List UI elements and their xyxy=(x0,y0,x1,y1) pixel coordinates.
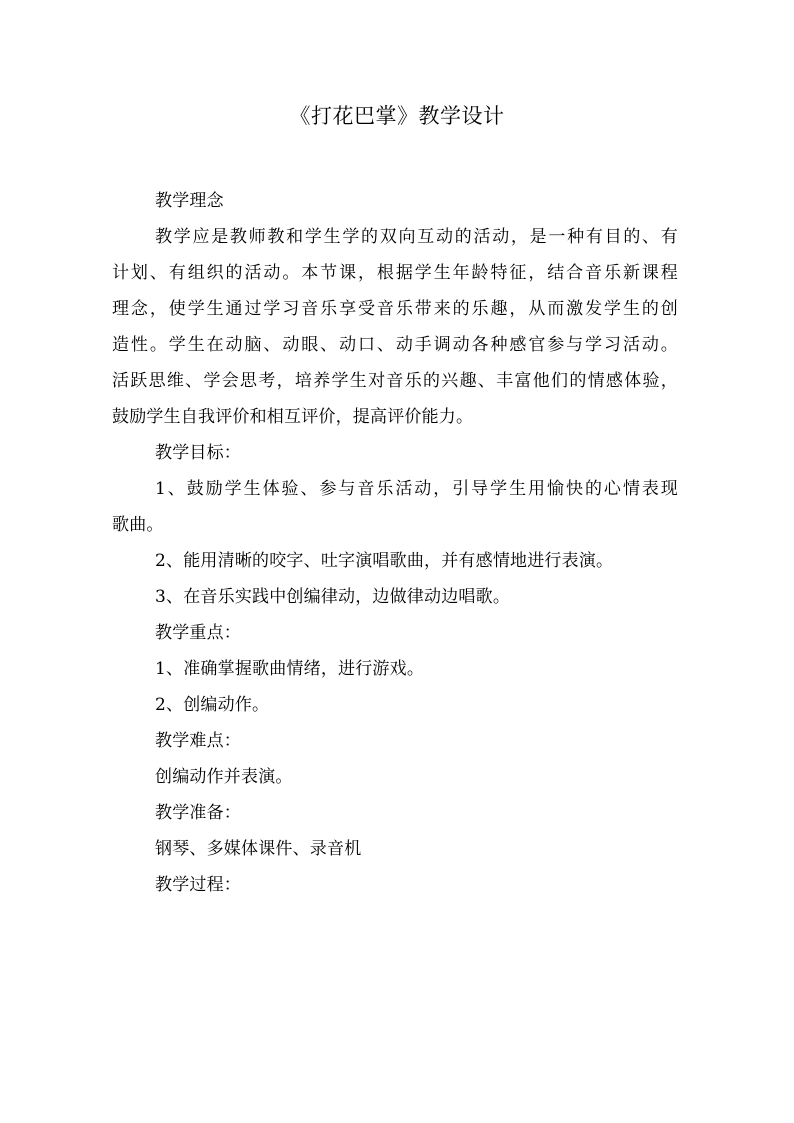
difficulty-heading: 教学难点： xyxy=(155,731,241,751)
goal-item: 2、能用清晰的咬字、吐字演唱歌曲，并有感情地进行表演。 xyxy=(155,551,614,571)
philosophy-line: 教学应是教师教和学生学的双向互动的活动，是一种有目的、有 xyxy=(155,227,678,247)
philosophy-line: 理念，使学生通过学习音乐享受音乐带来的乐趣，从而激发学生的创 xyxy=(112,299,678,319)
goals-heading: 教学目标： xyxy=(155,443,241,463)
philosophy-line: 活跃思维、学会思考，培养学生对音乐的兴趣、丰富他们的情感体验， xyxy=(112,371,678,391)
process-heading: 教学过程： xyxy=(155,875,241,895)
philosophy-heading: 教学理念 xyxy=(155,191,224,211)
key-point-item: 1、准确掌握歌曲情绪，进行游戏。 xyxy=(155,659,425,679)
preparation-item: 钢琴、多媒体课件、录音机 xyxy=(155,839,362,859)
philosophy-line: 鼓励学生自我评价和相互评价，提高评价能力。 xyxy=(112,407,474,427)
difficulty-item: 创编动作并表演。 xyxy=(155,767,293,787)
key-points-heading: 教学重点： xyxy=(155,623,241,643)
document-body xyxy=(112,183,678,903)
key-point-item: 2、创编动作。 xyxy=(155,695,270,715)
philosophy-line: 计划、有组织的活动。本节课，根据学生年龄特征，结合音乐新课程 xyxy=(112,263,678,283)
goal-item-continuation: 歌曲。 xyxy=(112,515,164,535)
document-title: 《打花巴掌》教学设计 xyxy=(289,104,505,128)
philosophy-line: 造性。学生在动脑、动眼、动口、动手调动各种感官参与学习活动。 xyxy=(112,335,678,355)
preparation-heading: 教学准备： xyxy=(155,803,241,823)
goal-item: 3、在音乐实践中创编律动，边做律动边唱歌。 xyxy=(155,587,511,607)
goal-item: 1、鼓励学生体验、参与音乐活动，引导学生用愉快的心情表现 xyxy=(155,479,678,499)
